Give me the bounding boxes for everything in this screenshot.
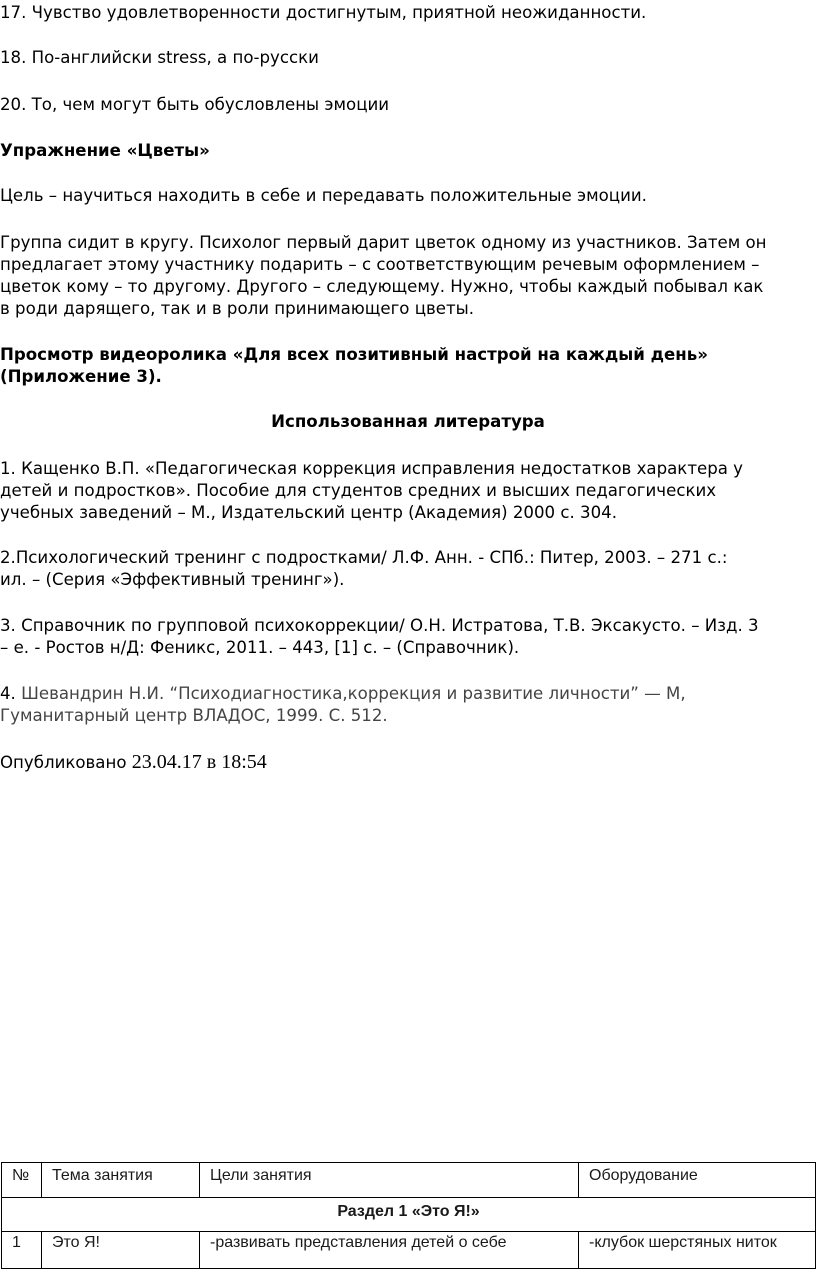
exercise-text-line: Группа сидит в кругу. Психолог первый дарит цветок одному из участников. Затем он [0, 233, 767, 252]
reference-line [0, 683, 816, 705]
reference-line: учебных заведений – М., Издательский центр (Академия) 2000 с. 304. [0, 503, 617, 522]
section-title: Раздел 1 «Это Я!» [2, 1198, 816, 1232]
table-cell: -развивать представления детей о себе [200, 1232, 579, 1269]
exercise-goal: Цель – научиться находить в себе и передавать положительные эмоции. [0, 186, 647, 205]
video-line: (Приложение 3). [0, 367, 162, 386]
table-cell: 1 [2, 1232, 42, 1269]
published-label: Опубликовано [0, 753, 132, 772]
table-section-row [2, 1198, 816, 1232]
exercise-title: Упражнение «Цветы» [0, 141, 210, 160]
literature-heading: Использованная литература [271, 412, 545, 431]
table-row [2, 1232, 816, 1269]
reference-line: 1. Кащенко В.П. «Педагогическая коррекция исправления недостатков характера у [0, 459, 743, 478]
reference-line: детей и подростков». Пособие для студентов средних и высших педагогических [0, 481, 717, 500]
list-item-18: 18. По-английски stress, а по-русски [0, 48, 319, 67]
exercise-text-line: цветок кому – то другому. Другого – следующему. Нужно, чтобы каждый побывал как [0, 277, 764, 296]
exercise-text-line: в роди дарящего, так и в роли принимающего цветы. [0, 299, 475, 318]
header-cell-topic: Тема занятия [42, 1163, 200, 1198]
published-line [0, 751, 816, 774]
published-date: 23.04.17 в 18:54 [131, 751, 267, 773]
header-cell-goals: Цели занятия [200, 1163, 579, 1198]
reference-number: 4. [0, 684, 16, 703]
lesson-plan-table [1, 1162, 816, 1269]
video-line: Просмотр видеоролика «Для всех позитивный настрой на каждый день» [0, 345, 708, 364]
list-item-20: 20. То, чем могут быть обусловлены эмоции [0, 95, 390, 114]
list-item-17: 17. Чувство удовлетворенности достигнутым, приятной неожиданности. [0, 3, 647, 22]
reference-line: Гуманитарный центр ВЛАДОС, 1999. С. 512. [0, 706, 388, 725]
reference-line: ил. – (Серия «Эффективный тренинг»). [0, 570, 345, 589]
reference-text: Шевандрин Н.И. “Психодиагностика,коррекция и развитие личности” — М, [15, 684, 686, 703]
reference-line: – е. - Ростов н/Д: Феникс, 2011. – 443, [1] с. – (Справочник). [0, 638, 520, 657]
reference-line: 3. Справочник по групповой психокоррекции/ О.Н. Истратова, Т.В. Эксакусто. – Изд. 3 [0, 616, 759, 635]
header-cell-number: № [2, 1163, 42, 1198]
table-header-row [2, 1163, 816, 1198]
exercise-text-line: предлагает этому участнику подарить – с соответствующим речевым оформлением – [0, 255, 760, 274]
header-cell-equipment: Оборудование [579, 1163, 816, 1198]
reference-line: 2.Психологический тренинг с подростками/ Л.Ф. Анн. - СПб.: Питер, 2003. – 271 с.: [0, 548, 728, 567]
table-cell: -клубок шерстяных ниток [579, 1232, 816, 1269]
table-cell: Это Я! [42, 1232, 200, 1269]
